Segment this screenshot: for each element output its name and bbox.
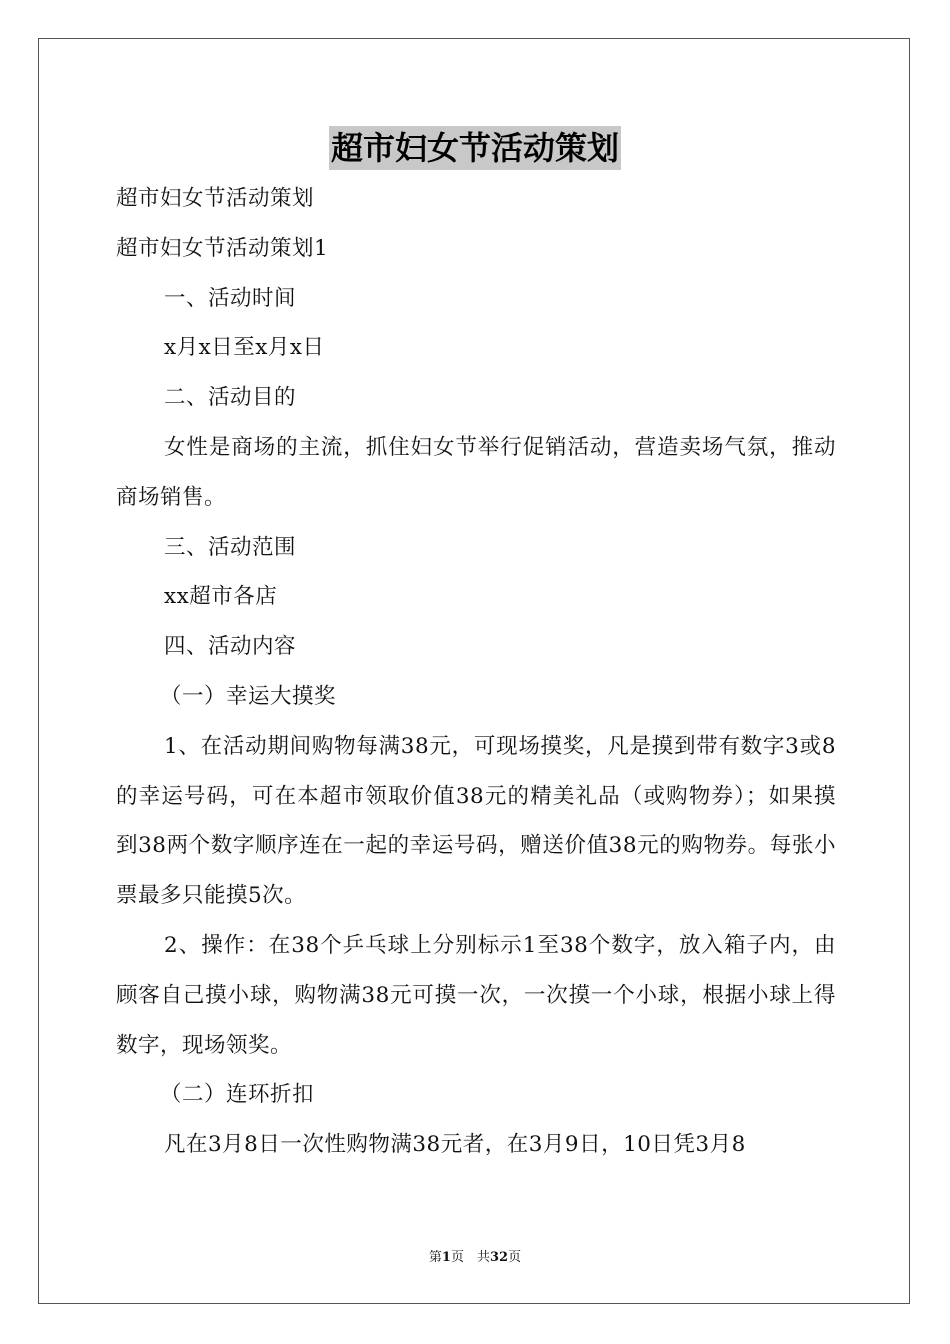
footer-page-mid: 页 共 xyxy=(450,1250,490,1265)
page-footer xyxy=(0,1246,950,1265)
footer-page-suffix: 页 xyxy=(508,1250,522,1265)
time-value: x月x日至x月x日 xyxy=(164,335,325,361)
section-heading-content: 四、活动内容 xyxy=(164,634,297,660)
document-body xyxy=(116,174,836,1170)
heading-line: 超市妇女节活动策划 xyxy=(116,186,315,211)
section-heading-time: 一、活动时间 xyxy=(164,285,297,311)
lucky-draw-paragraph-1: 1、在活动期间购物每满38元，可现场摸奖，凡是摸到带有数字3或8的幸运号码，可在本超市领取价值38元的精美礼品（或购物券）；如果摸到38两个数字顺序连在一起的幸运号码，赠送价值38元的购物券。每张小票最多只能摸5次。 xyxy=(116,733,836,909)
section-heading-purpose: 二、活动目的 xyxy=(164,385,297,411)
subsection-lucky-draw: （一）幸运大摸奖 xyxy=(160,683,337,709)
lucky-draw-paragraph-2: 2、操作：在38个乒乓球上分别标示1至38个数字，放入箱子内，由顾客自己摸小球，购物满38元可摸一次，一次摸一个小球，根据小球上得数字，现场领奖。 xyxy=(116,932,836,1058)
footer-total-pages: 32 xyxy=(489,1250,509,1265)
subsection-chain-discount: （二）连环折扣 xyxy=(160,1082,315,1108)
chain-discount-paragraph: 凡在3月8日一次性购物满38元者，在3月9日，10日凭3月8 xyxy=(164,1132,746,1158)
footer-page-number: 1 xyxy=(441,1250,451,1265)
scope-value: xx超市各店 xyxy=(164,584,278,610)
section-heading-scope: 三、活动范围 xyxy=(164,534,297,560)
document-title: 超市妇女节活动策划 xyxy=(329,126,621,170)
title-container xyxy=(0,126,950,170)
subheading-line: 超市妇女节活动策划1 xyxy=(116,235,329,261)
purpose-paragraph: 女性是商场的主流，抓住妇女节举行促销活动，营造卖场气氛，推动商场销售。 xyxy=(116,434,836,510)
footer-page-prefix: 第 xyxy=(428,1250,442,1265)
